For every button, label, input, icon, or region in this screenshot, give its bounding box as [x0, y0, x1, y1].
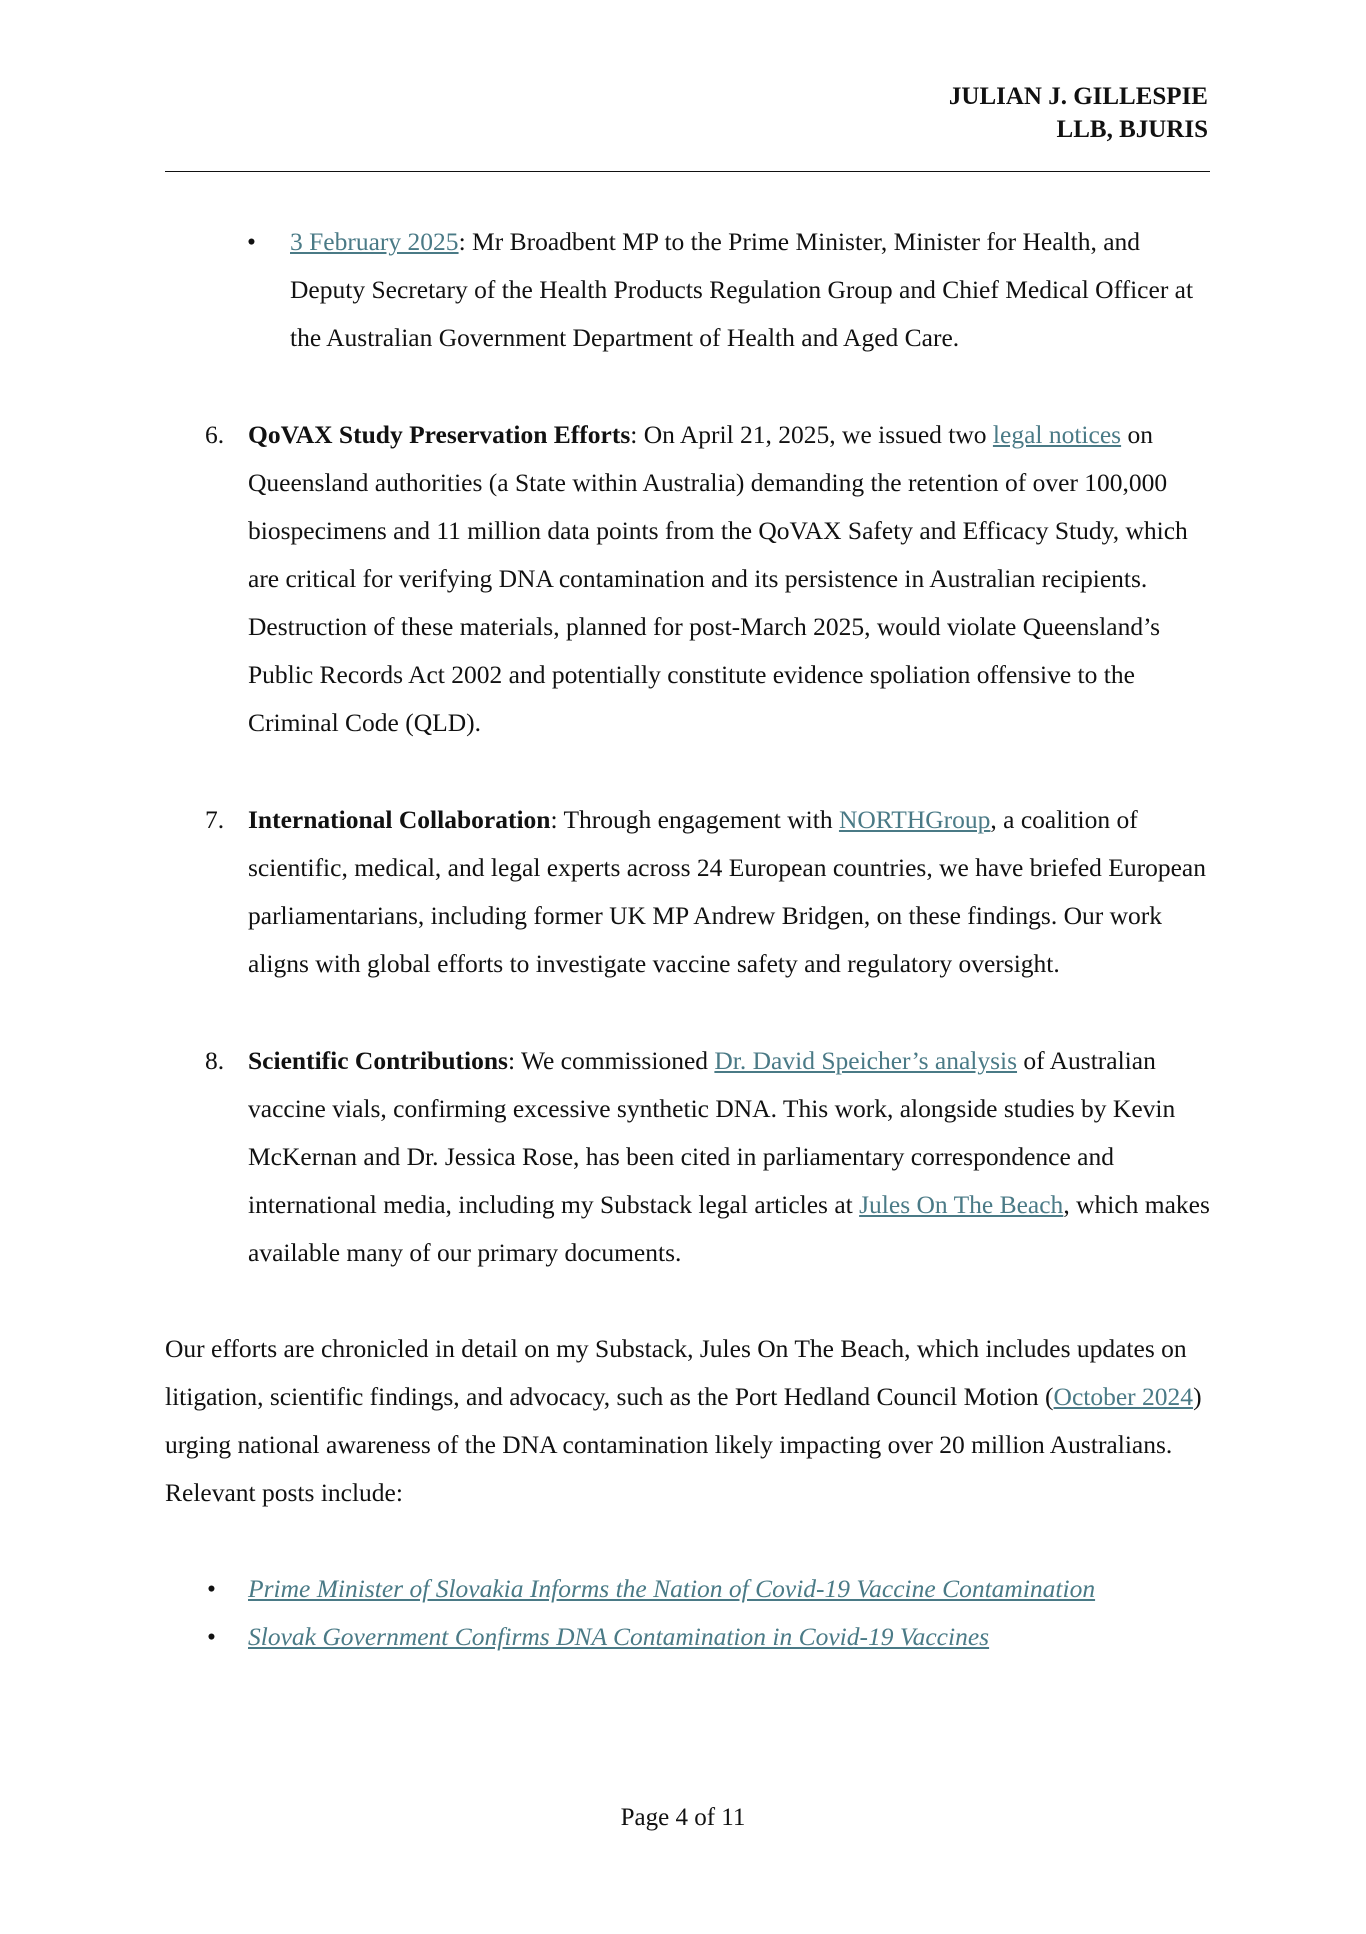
header-rule — [165, 171, 1210, 172]
list-item — [165, 1613, 1215, 1661]
paragraph-text: Our efforts are chronicled in detail on my Substack, Jules On The Beach, which includes updates on litigation, scientific findings, and advocacy, such as the Port Hedland Council Motion ( — [165, 1334, 1187, 1411]
page-number: Page 4 of 11 — [620, 1804, 746, 1831]
item-heading: International Collaboration — [248, 805, 551, 834]
link-october-2024[interactable]: October 2024 — [1053, 1382, 1194, 1411]
item-text: : Through engagement with — [550, 805, 839, 834]
item-text: : On April 21, 2025, we issued two — [630, 420, 993, 449]
bullet-icon: • — [207, 1622, 216, 1651]
bullet-icon: • — [247, 227, 256, 256]
paragraph-text: ) urging national awareness of the DNA contamination likely impacting over 20 million Australians. Relevant posts include: — [165, 1382, 1202, 1507]
item-text: on Queensland authorities (a State within Australia) demanding the retention of over 100,000 biospecimens and 11 million data points from the QoVAX Safety and Efficacy Study, which are critical for verifying DNA contamination and its persistence in Australian recipients. Destruction of these materials, planned for post-March 2025, would violate Queensland’s Public Records Act 2002 and potentially constitute evidence spoliation offensive to the Criminal Code (QLD). — [248, 420, 1188, 737]
link-northgroup[interactable]: NORTHGroup — [838, 805, 991, 834]
item-text: , a coalition of scientific, medical, and legal experts across 24 European countries, we have briefed European parliamentarians, including former UK MP Andrew Bridgen, on these findings. Our work aligns with global efforts to investigate vaccine safety and regulatory oversight. — [248, 805, 1206, 978]
item-text: of Australian vaccine vials, confirming excessive synthetic DNA. This work, alongside studies by Kevin McKernan and Dr. Jessica Rose, has been cited in parliamentary correspondence and international media, including my Substack legal articles at — [248, 1046, 1176, 1219]
bullet-icon: • — [207, 1574, 216, 1603]
item-number: 7. — [205, 805, 225, 834]
letterhead-name: JULIAN J. GILLESPIE — [948, 83, 1208, 110]
list-item — [165, 1565, 1215, 1613]
link-post-slovak-government[interactable]: Slovak Government Confirms DNA Contamination in Covid-19 Vaccines — [248, 1622, 990, 1651]
item-heading: Scientific Contributions — [248, 1046, 508, 1075]
list-item — [165, 218, 1215, 362]
link-jules-on-the-beach[interactable]: Jules On The Beach — [859, 1190, 1064, 1219]
posts-list — [165, 1565, 1215, 1661]
item-number: 8. — [205, 1046, 225, 1075]
numbered-item-7 — [165, 796, 1215, 988]
letterhead-credentials: LLB, BJURIS — [1056, 116, 1208, 143]
summary-paragraph — [165, 1325, 1215, 1517]
numbered-item-6 — [165, 411, 1215, 747]
letterhead — [949, 80, 1208, 146]
link-post-slovakia-pm[interactable]: Prime Minister of Slovakia Informs the Nation of Covid-19 Vaccine Contamination — [248, 1574, 1096, 1603]
link-speicher-analysis[interactable]: Dr. David Speicher’s analysis — [714, 1046, 1018, 1075]
item-text: : We commissioned — [507, 1046, 715, 1075]
numbered-item-8 — [165, 1037, 1215, 1277]
item-text: , which makes available many of our primary documents. — [248, 1190, 1210, 1267]
bullet-text: : Mr Broadbent MP to the Prime Minister, Minister for Health, and Deputy Secretary of the Health Products Regulation Group and Chief Medical Officer at the Australian Government Department of Health and Aged Care. — [290, 227, 1194, 352]
item-heading: QoVAX Study Preservation Efforts — [248, 420, 631, 449]
item-number: 6. — [205, 420, 225, 449]
link-legal-notices[interactable]: legal notices — [992, 420, 1122, 449]
link-3-february-2025[interactable]: 3 February 2025 — [290, 227, 459, 256]
document-body — [165, 218, 1215, 1661]
